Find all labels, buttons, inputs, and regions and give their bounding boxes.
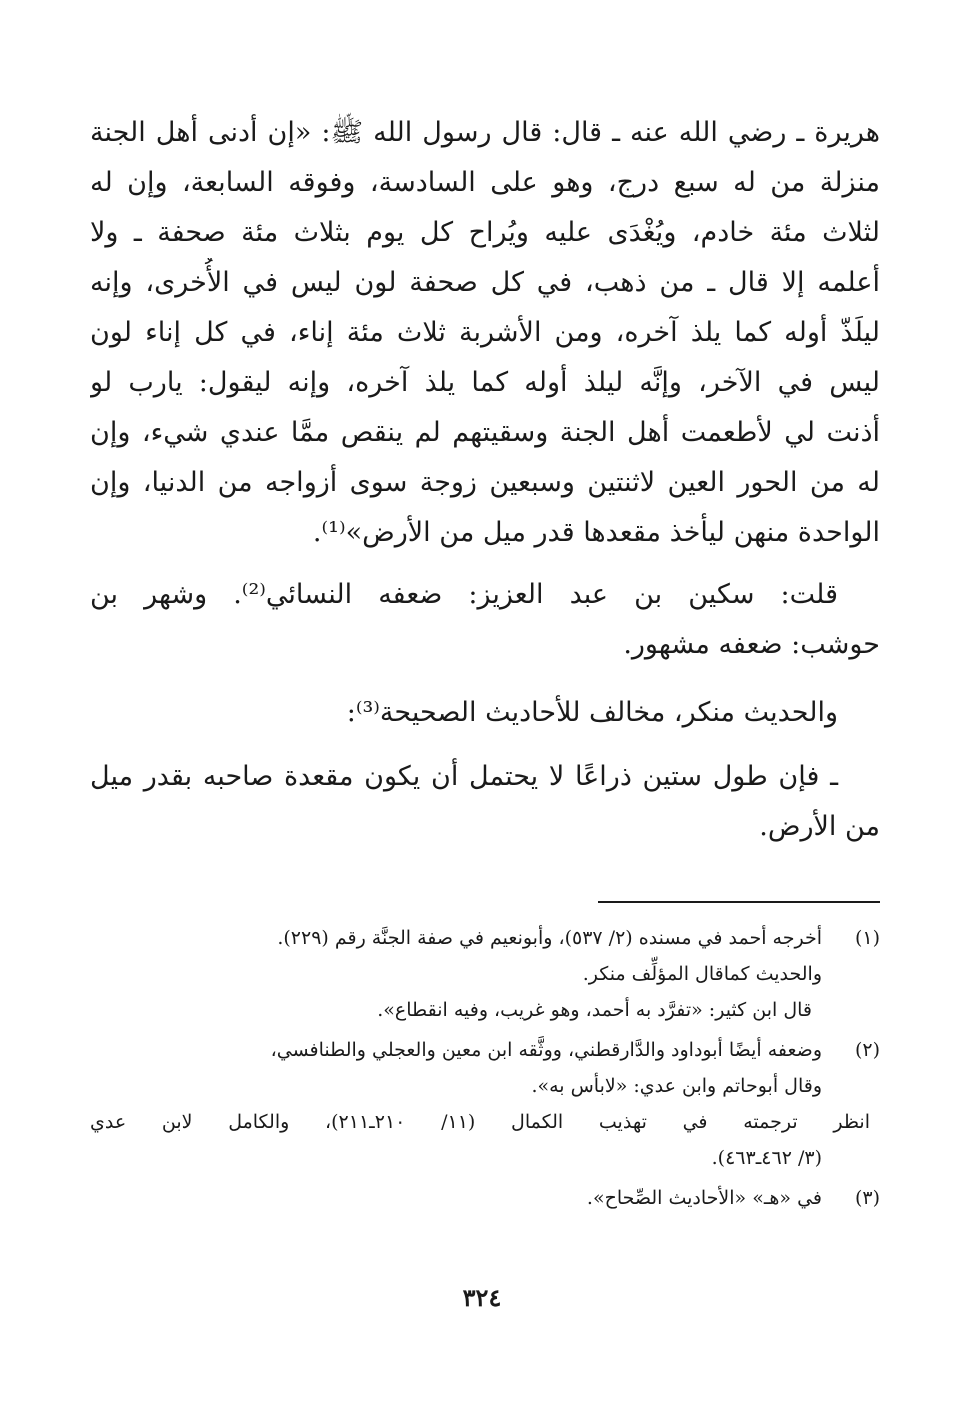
text-line: أعلمه إلا قال ـ من ذهب، في كل صحفة لون ليس في الأُخرى، وإنه [90,267,880,298]
footnote-3 [90,1180,880,1216]
footnote-2 [90,1032,880,1176]
text-line: ليس في الآخر، وإنَّه ليلذ أوله كما يلذ آخره، وإنه ليقول: يارب لو [90,367,880,398]
text-line: من الأرض. [759,811,880,842]
footnote-number: (٢) [854,1039,880,1061]
paragraph-reason [90,752,880,852]
footnote-1 [90,920,880,1028]
text-line: منزلة من له سبع درج، وهو على السادسة، وفوقه السابعة، وإن له [90,167,880,198]
text-line: هريرة ـ رضي الله عنه ـ قال: قال رسول الله ﷺ: «إن أدنى أهل الجنة [90,117,880,148]
footnote-number: (١) [854,927,880,949]
paragraph-narrator-critique [90,570,880,670]
text-line: قلت: سكين بن عبد العزيز: ضعفه النسائي⁽²⁾. وشهر بن [90,579,839,610]
footnote-line: قال ابن كثير: «تفرَّد به أحمد، وهو غريب، وفيه انقطاع». [377,999,812,1021]
text-line: والحديث منكر، مخالف للأحاديث الصحيحة⁽³⁾: [346,697,838,728]
paragraph-verdict [90,688,880,738]
footnote-number: (٣) [854,1187,880,1209]
footnote-line: أخرجه أحمد في مسنده (٢/ ٥٣٧)، وأبونعيم في صفة الجنَّة رقم (٢٢٩). [277,927,822,949]
paragraph-hadith [90,108,880,558]
footnote-line: وقال أبوحاتم وابن عدي: «لابأس به». [531,1075,822,1097]
text-line: ليلَذّ أوله كما يلذ آخره، ومن الأشربة ثلاث مئة إناء، في كل إناء لون [90,317,880,348]
footnote-line: (٣/ ٤٦٢ـ٤٦٣). [711,1147,822,1169]
text-line: حوشب: ضعفه مشهور. [623,629,880,660]
footnote-line: في «هـ» «الأحاديث الصِّحاح». [586,1187,822,1209]
footnotes [90,920,880,1216]
text-line: لثلاث مئة خادم، ويُغْدَى عليه ويُراح كل يوم بثلاث مئة صحفة ـ ولا [90,217,880,248]
text-line: الواحدة منهن ليأخذ مقعدها قدر ميل من الأرض»⁽¹⁾. [312,517,880,548]
text-line: له من الحور العين لاثنتين وسبعين زوجة سوى أزواجه من الدنيا، وإن [90,467,880,498]
text-line: ـ فإن طول ستين ذراعًا لا يحتمل أن يكون مقعدة صاحبه بقدر ميل [90,761,838,792]
page-number: ٣٢٤ [462,1283,502,1312]
main-text [90,108,880,852]
footnote-separator [598,901,880,903]
footnote-line: وضعفه أيضًا أبوداود والدَّارقطني، ووثَّقه ابن معين والعجلي والطنافسي، [270,1039,822,1061]
footnote-line: انظر ترجمته في تهذيب الكمال (١١/ ٢١٠ـ٢١١)، والكامل لابن عدي [90,1111,870,1133]
text-line: أذنت لي لأطعمت أهل الجنة وسقيتهم لم ينقص ممَّا عندي شيء، وإن [90,417,880,448]
footnote-line: والحديث كماقال المؤلِّف منكر. [582,963,822,985]
